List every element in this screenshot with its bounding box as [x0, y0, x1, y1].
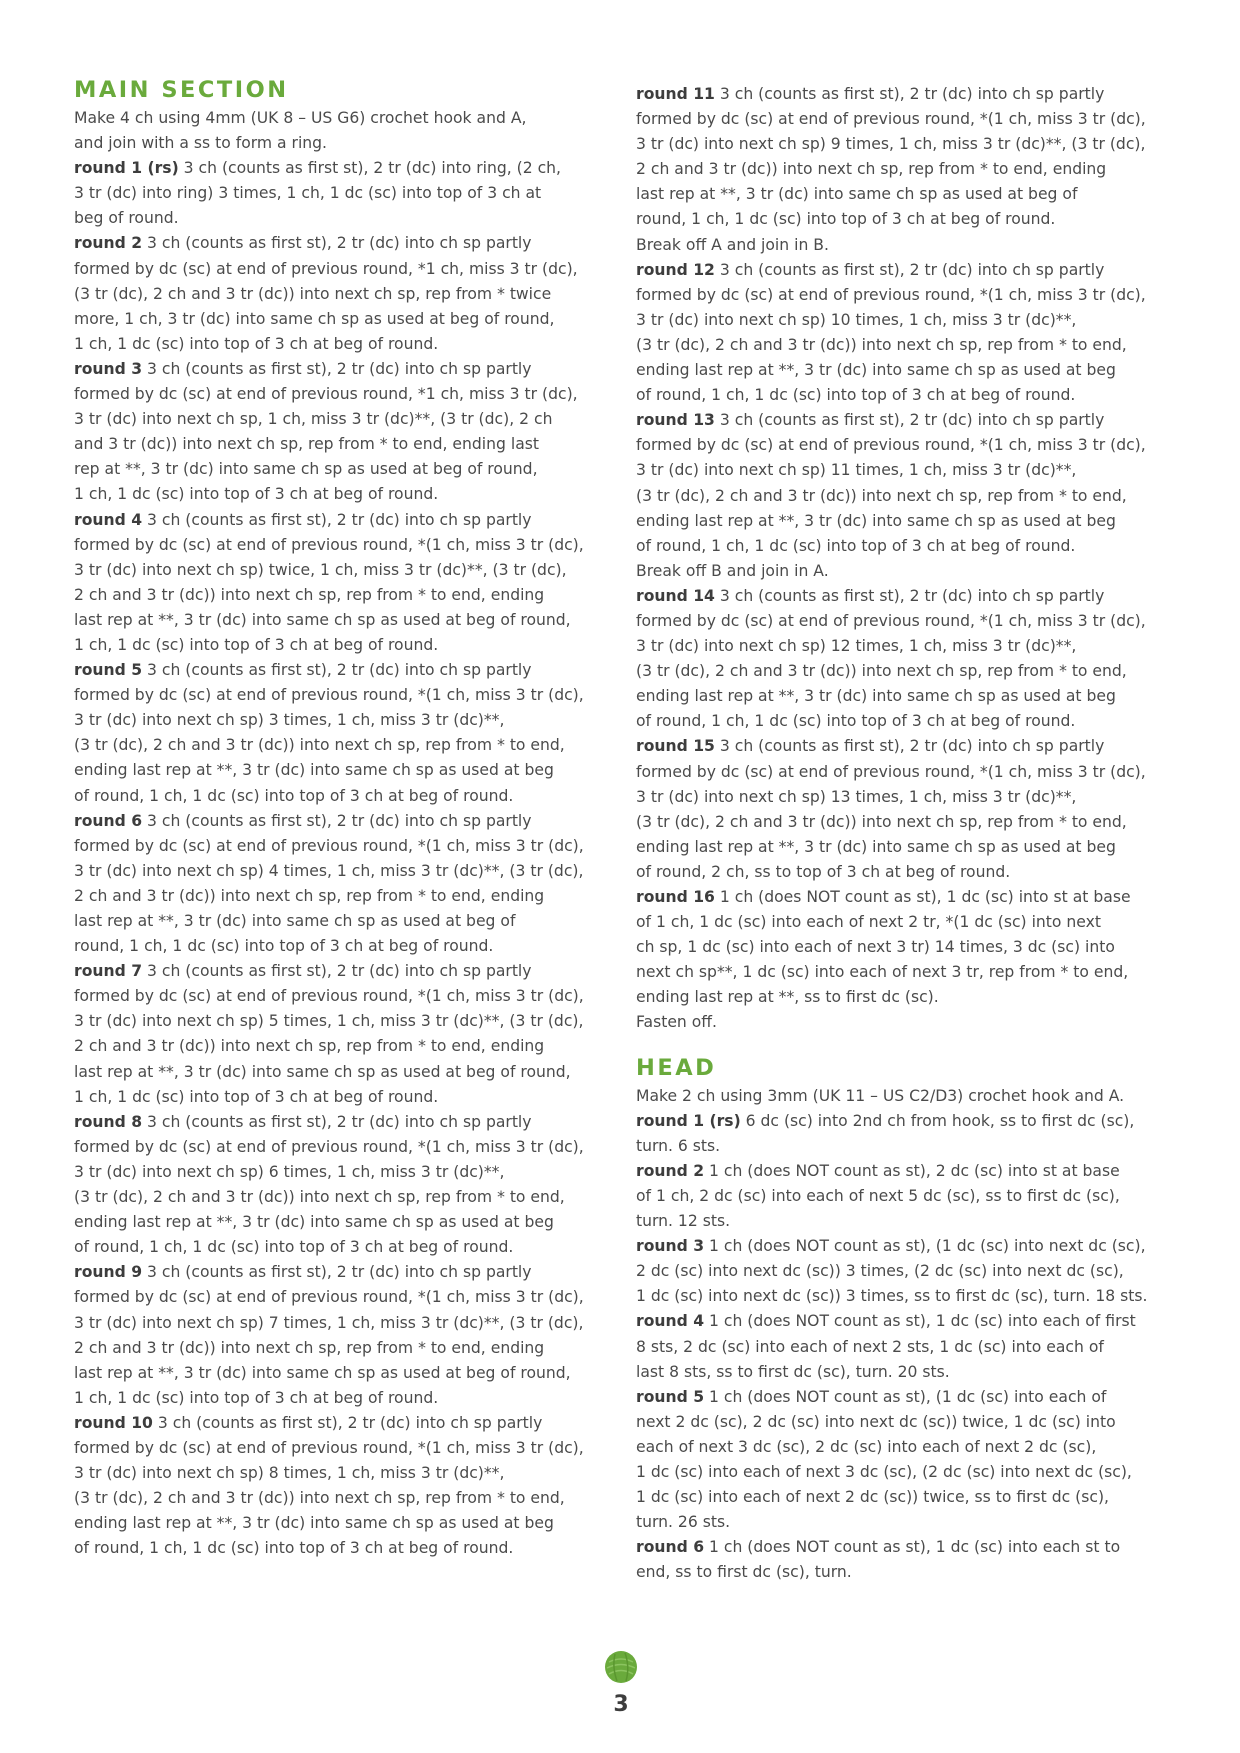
instruction-round-1-rs	[636, 1109, 1180, 1159]
instruction-line	[74, 733, 618, 758]
instruction-line	[636, 1309, 1180, 1334]
instruction-text: formed by dc (sc) at end of previous round, *(1 ch, miss 3 tr (dc),	[74, 686, 584, 705]
instruction-text: and join with a ss to form a ring.	[74, 134, 328, 153]
instruction-text: 3 ch (counts as first st), 2 tr (dc) into ch sp partly	[142, 510, 532, 529]
instruction-text: of round, 1 ch, 1 dc (sc) into top of 3 ch at beg of round.	[74, 786, 514, 805]
round-label: round 5	[74, 661, 143, 680]
instruction-line	[636, 1560, 1180, 1585]
round-label: round 7	[74, 962, 143, 981]
instruction-line	[636, 1084, 1180, 1109]
instruction-text: beg of round.	[74, 209, 179, 228]
instruction-intro	[74, 106, 618, 156]
instruction-round-6	[74, 809, 618, 960]
instruction-round-3	[74, 357, 618, 508]
instruction-line	[636, 985, 1180, 1010]
instruction-text: (3 tr (dc), 2 ch and 3 tr (dc)) into next ch sp, rep from * to end,	[74, 736, 565, 755]
instruction-text: 3 ch (counts as first st), 2 tr (dc) into ch sp partly	[714, 737, 1105, 756]
instruction-round-5	[636, 1385, 1180, 1536]
instruction-text: ch sp, 1 dc (sc) into each of next 3 tr) 14 times, 3 dc (sc) into	[636, 938, 1115, 957]
instruction-line	[636, 785, 1180, 810]
round-label: round 13	[636, 411, 715, 430]
instruction-text: ending last rep at **, 3 tr (dc) into same ch sp as used at beg	[636, 837, 1116, 856]
instruction-text: 1 ch (does NOT count as st), 1 dc (sc) into st at base	[714, 888, 1131, 906]
instruction-line	[636, 1335, 1180, 1360]
instruction-line	[74, 1361, 618, 1386]
instruction-line	[74, 508, 618, 533]
instruction-line	[636, 1510, 1180, 1535]
instruction-line	[636, 1259, 1180, 1284]
instruction-text: 3 ch (counts as first st), 2 tr (dc) into ch sp partly	[142, 1112, 532, 1131]
instruction-text: of 1 ch, 1 dc (sc) into each of next 2 tr, *(1 dc (sc) into next	[636, 913, 1101, 932]
instruction-text: 3 ch (counts as first st), 2 tr (dc) into ch sp partly	[714, 85, 1105, 103]
instruction-line	[74, 1160, 618, 1185]
instruction-text: of round, 1 ch, 1 dc (sc) into top of 3 ch at beg of round.	[636, 386, 1076, 405]
instruction-line	[636, 1134, 1180, 1159]
instruction-text: next 2 dc (sc), 2 dc (sc) into next dc (sc)) twice, 1 dc (sc) into	[636, 1412, 1116, 1431]
instruction-text: Break off B and join in A.	[636, 561, 829, 580]
instruction-line	[636, 107, 1180, 132]
instruction-text: 3 ch (counts as first st), 2 tr (dc) into ch sp partly	[714, 586, 1105, 605]
instruction-text: turn. 26 sts.	[636, 1513, 731, 1532]
instruction-line	[636, 835, 1180, 860]
instruction-text: of 1 ch, 2 dc (sc) into each of next 5 dc (sc), ss to first dc (sc),	[636, 1186, 1120, 1205]
instruction-text: ending last rep at **, 3 tr (dc) into same ch sp as used at beg	[636, 361, 1116, 380]
instruction-intro	[636, 1084, 1180, 1109]
instruction-line	[636, 709, 1180, 734]
instruction-text: ending last rep at **, 3 tr (dc) into same ch sp as used at beg	[74, 761, 554, 780]
instruction-text: formed by dc (sc) at end of previous round, *(1 ch, miss 3 tr (dc),	[74, 535, 584, 554]
instruction-text: 3 ch (counts as first st), 2 tr (dc) into ring, (2 ch,	[178, 159, 562, 178]
instruction-text: 3 ch (counts as first st), 2 tr (dc) into ch sp partly	[142, 962, 532, 981]
instruction-text: 8 sts, 2 dc (sc) into each of next 2 sts, 1 dc (sc) into each of	[636, 1337, 1104, 1356]
instruction-text: 1 ch, 1 dc (sc) into top of 3 ch at beg of round.	[74, 485, 439, 504]
instruction-line	[74, 156, 618, 181]
instruction-line	[74, 633, 618, 658]
instruction-line	[74, 1486, 618, 1511]
instruction-line	[74, 1034, 618, 1059]
instruction-text: ending last rep at **, 3 tr (dc) into same ch sp as used at beg	[636, 687, 1116, 706]
instruction-line	[74, 1386, 618, 1411]
head-section-heading: HEAD	[636, 1054, 717, 1081]
instruction-line	[74, 1060, 618, 1085]
instruction-line	[74, 1235, 618, 1260]
instruction-text: 3 ch (counts as first st), 2 tr (dc) into ch sp partly	[714, 411, 1105, 430]
instruction-text: last rep at **, 3 tr (dc) into same ch sp as used at beg of round,	[74, 610, 571, 629]
instruction-text: 3 tr (dc) into next ch sp) 12 times, 1 ch, miss 3 tr (dc)**,	[636, 637, 1077, 656]
instruction-text: 3 ch (counts as first st), 2 tr (dc) into ch sp partly	[142, 1263, 532, 1282]
instruction-round-3	[636, 1234, 1180, 1309]
instruction-text: formed by dc (sc) at end of previous round, *(1 ch, miss 3 tr (dc),	[74, 836, 584, 855]
instruction-text: (3 tr (dc), 2 ch and 3 tr (dc)) into next ch sp, rep from * to end,	[636, 812, 1127, 831]
instruction-line	[74, 558, 618, 583]
instruction-line	[636, 760, 1180, 785]
instruction-line	[636, 383, 1180, 408]
instruction-text: 3 ch (counts as first st), 2 tr (dc) into ch sp partly	[152, 1413, 543, 1432]
instruction-text: formed by dc (sc) at end of previous round, *(1 ch, miss 3 tr (dc),	[636, 436, 1146, 455]
instruction-line	[74, 1135, 618, 1160]
instruction-text: 1 dc (sc) into each of next 3 dc (sc), (2 dc (sc) into next dc (sc),	[636, 1462, 1132, 1481]
instruction-text: last rep at **, 3 tr (dc) into same ch sp as used at beg of round,	[74, 1363, 571, 1382]
instruction-text: 1 dc (sc) into next dc (sc)) 3 times, ss to first dc (sc), turn. 18 sts.	[636, 1287, 1148, 1306]
instruction-line	[74, 407, 618, 432]
main-section-body	[74, 106, 618, 1561]
instruction-text: turn. 6 sts.	[636, 1136, 721, 1155]
instruction-line	[636, 559, 1180, 584]
instruction-line	[636, 659, 1180, 684]
instruction-line	[636, 1485, 1180, 1510]
instruction-text: 3 tr (dc) into next ch sp) twice, 1 ch, miss 3 tr (dc)**, (3 tr (dc),	[74, 560, 567, 579]
instruction-text: round, 1 ch, 1 dc (sc) into top of 3 ch at beg of round.	[636, 210, 1056, 229]
instruction-line	[74, 332, 618, 357]
round-label: round 11	[636, 85, 715, 103]
instruction-text: last rep at **, 3 tr (dc) into same ch sp as used at beg of	[74, 912, 516, 930]
instruction-line	[636, 82, 1180, 107]
instruction-line	[74, 708, 618, 733]
instruction-round-8	[74, 1110, 618, 1261]
instruction-text: (3 tr (dc), 2 ch and 3 tr (dc)) into next ch sp, rep from * to end,	[636, 662, 1127, 681]
instruction-line	[74, 809, 618, 834]
instruction-round-9	[74, 1260, 618, 1411]
round-label: round 2	[636, 1161, 705, 1180]
instruction-text: 3 tr (dc) into next ch sp, 1 ch, miss 3 tr (dc)**, (3 tr (dc), 2 ch	[74, 410, 553, 429]
instruction-line	[636, 1360, 1180, 1385]
instruction-line	[74, 357, 618, 382]
instruction-line	[74, 181, 618, 206]
instruction-line	[74, 1311, 618, 1336]
instruction-text: (3 tr (dc), 2 ch and 3 tr (dc)) into next ch sp, rep from * to end,	[74, 1489, 565, 1508]
instruction-line	[74, 131, 618, 156]
instruction-text: 2 ch and 3 tr (dc)) into next ch sp, rep from * to end, ending	[74, 585, 545, 604]
instruction-line	[636, 408, 1180, 433]
instruction-line	[636, 484, 1180, 509]
main-section-body-continued	[636, 82, 1180, 1036]
instruction-round-6	[636, 1535, 1180, 1585]
instruction-text: 3 tr (dc) into next ch sp) 5 times, 1 ch, miss 3 tr (dc)**, (3 tr (dc),	[74, 1012, 584, 1031]
yarn-ball-icon	[604, 1650, 638, 1684]
instruction-text: Break off A and join in B.	[636, 235, 829, 254]
instruction-text: Make 2 ch using 3mm (UK 11 – US C2/D3) crochet hook and A.	[636, 1086, 1125, 1105]
instruction-line	[74, 1461, 618, 1486]
instruction-line	[74, 231, 618, 256]
instruction-text: 3 tr (dc) into next ch sp) 13 times, 1 ch, miss 3 tr (dc)**,	[636, 787, 1077, 806]
round-label: round 6	[74, 811, 143, 830]
instruction-text: ending last rep at **, ss to first dc (sc).	[636, 988, 939, 1007]
right-column	[636, 82, 1180, 1585]
instruction-text: (3 tr (dc), 2 ch and 3 tr (dc)) into next ch sp, rep from * to end,	[74, 1188, 565, 1207]
instruction-line	[74, 1285, 618, 1310]
instruction-text: ending last rep at **, 3 tr (dc) into same ch sp as used at beg	[74, 1514, 554, 1533]
instruction-line	[636, 509, 1180, 534]
left-column	[74, 76, 618, 1561]
instruction-text: of round, 1 ch, 1 dc (sc) into top of 3 ch at beg of round.	[74, 1539, 514, 1558]
instruction-round-5	[74, 658, 618, 809]
instruction-round-7	[74, 959, 618, 1110]
instruction-line	[74, 432, 618, 457]
instruction-text: (3 tr (dc), 2 ch and 3 tr (dc)) into next ch sp, rep from * to end,	[636, 335, 1127, 354]
round-label: round 16	[636, 888, 715, 906]
instruction-text: each of next 3 dc (sc), 2 dc (sc) into each of next 2 dc (sc),	[636, 1437, 1097, 1456]
instruction-text: 2 ch and 3 tr (dc)) into next ch sp, rep from * to end, ending	[74, 1037, 545, 1056]
instruction-line	[636, 910, 1180, 935]
instruction-text: formed by dc (sc) at end of previous round, *(1 ch, miss 3 tr (dc),	[74, 1288, 584, 1307]
instruction-text: 1 ch (does NOT count as st), 2 dc (sc) into st at base	[704, 1161, 1120, 1180]
instruction-line	[636, 1535, 1180, 1560]
instruction-round-1-rs	[74, 156, 618, 231]
instruction-line	[74, 533, 618, 558]
instruction-line	[74, 658, 618, 683]
instruction-line	[74, 884, 618, 909]
instruction-text: rep at **, 3 tr (dc) into same ch sp as used at beg of round,	[74, 460, 538, 479]
round-label: round 8	[74, 1112, 143, 1131]
instruction-text: 3 tr (dc) into ring) 3 times, 1 ch, 1 dc (sc) into top of 3 ch at	[74, 184, 542, 203]
instruction-line	[636, 233, 1180, 258]
round-label: round 2	[74, 234, 143, 253]
instruction-line	[74, 583, 618, 608]
instruction-round-4	[636, 1309, 1180, 1384]
instruction-text: formed by dc (sc) at end of previous round, *(1 ch, miss 3 tr (dc),	[636, 285, 1146, 304]
round-label: round 6	[636, 1538, 705, 1557]
instruction-text: 1 ch, 1 dc (sc) into top of 3 ch at beg of round.	[74, 1087, 439, 1106]
instruction-text: Make 4 ch using 4mm (UK 8 – US G6) crochet hook and A,	[74, 109, 527, 127]
instruction-round-2	[74, 231, 618, 356]
instruction-text: formed by dc (sc) at end of previous round, *1 ch, miss 3 tr (dc),	[74, 385, 578, 404]
round-label: round 1 (rs)	[636, 1111, 741, 1130]
instruction-line	[636, 1385, 1180, 1410]
instruction-line	[74, 206, 618, 231]
instruction-text: formed by dc (sc) at end of previous round, *(1 ch, miss 3 tr (dc),	[74, 987, 584, 1006]
instruction-text: next ch sp**, 1 dc (sc) into each of next 3 tr, rep from * to end,	[636, 963, 1129, 982]
round-label: round 14	[636, 586, 715, 605]
instruction-line	[636, 333, 1180, 358]
instruction-line	[636, 258, 1180, 283]
instruction-text: 6 dc (sc) into 2nd ch from hook, ss to first dc (sc),	[740, 1111, 1135, 1130]
instruction-line	[636, 584, 1180, 609]
instruction-line	[74, 934, 618, 959]
instruction-text: 1 ch (does NOT count as st), 1 dc (sc) into each st to	[704, 1538, 1121, 1557]
instruction-line	[74, 1260, 618, 1285]
instruction-text: 3 tr (dc) into next ch sp) 10 times, 1 ch, miss 3 tr (dc)**,	[636, 310, 1077, 329]
instruction-text: formed by dc (sc) at end of previous round, *(1 ch, miss 3 tr (dc),	[636, 762, 1146, 781]
instruction-line	[74, 1009, 618, 1034]
instruction-round-12	[636, 258, 1180, 409]
instruction-round-16	[636, 885, 1180, 1036]
instruction-text: 2 ch and 3 tr (dc)) into next ch sp, rep from * to end, ending	[74, 886, 545, 905]
round-label: round 1 (rs)	[74, 159, 179, 178]
instruction-line	[74, 1336, 618, 1361]
instruction-text: 1 ch (does NOT count as st), (1 dc (sc) into next dc (sc),	[704, 1237, 1146, 1256]
round-label: round 3	[636, 1237, 705, 1256]
instruction-line	[636, 358, 1180, 383]
instruction-text: formed by dc (sc) at end of previous round, *(1 ch, miss 3 tr (dc),	[636, 611, 1146, 630]
instruction-text: 3 ch (counts as first st), 2 tr (dc) into ch sp partly	[714, 260, 1105, 279]
instruction-text: of round, 1 ch, 1 dc (sc) into top of 3 ch at beg of round.	[74, 1238, 514, 1257]
instruction-line	[636, 810, 1180, 835]
instruction-line	[636, 960, 1180, 985]
instruction-line	[74, 1511, 618, 1536]
instruction-line	[636, 1410, 1180, 1435]
instruction-line	[74, 1185, 618, 1210]
instruction-round-2	[636, 1159, 1180, 1234]
instruction-text: of round, 1 ch, 1 dc (sc) into top of 3 ch at beg of round.	[636, 536, 1076, 555]
instruction-text: more, 1 ch, 3 tr (dc) into same ch sp as used at beg of round,	[74, 309, 555, 328]
instruction-text: 3 ch (counts as first st), 2 tr (dc) into ch sp partly	[142, 811, 532, 830]
instruction-line	[74, 1210, 618, 1235]
instruction-line	[74, 909, 618, 934]
instruction-line	[636, 308, 1180, 333]
instruction-text: formed by dc (sc) at end of previous round, *(1 ch, miss 3 tr (dc),	[636, 110, 1146, 129]
instruction-text: 1 ch (does NOT count as st), (1 dc (sc) into each of	[704, 1387, 1107, 1406]
instruction-text: 3 ch (counts as first st), 2 tr (dc) into ch sp partly	[142, 234, 532, 253]
round-label: round 4	[636, 1312, 705, 1331]
instruction-line	[636, 734, 1180, 759]
instruction-line	[74, 382, 618, 407]
instruction-line	[636, 935, 1180, 960]
instruction-text: formed by dc (sc) at end of previous round, *(1 ch, miss 3 tr (dc),	[74, 1438, 584, 1457]
instruction-line	[74, 683, 618, 708]
instruction-text: formed by dc (sc) at end of previous round, *1 ch, miss 3 tr (dc),	[74, 259, 578, 278]
instruction-text: 3 tr (dc) into next ch sp) 9 times, 1 ch, miss 3 tr (dc)**, (3 tr (dc),	[636, 135, 1146, 154]
instruction-line	[636, 1284, 1180, 1309]
instruction-line	[74, 859, 618, 884]
instruction-line	[636, 885, 1180, 910]
instruction-line	[636, 1109, 1180, 1134]
instruction-line	[74, 1085, 618, 1110]
instruction-line	[636, 182, 1180, 207]
instruction-text: ending last rep at **, 3 tr (dc) into same ch sp as used at beg	[74, 1213, 554, 1232]
instruction-text: 3 tr (dc) into next ch sp) 4 times, 1 ch, miss 3 tr (dc)**, (3 tr (dc),	[74, 861, 584, 880]
instruction-text: last 8 sts, ss to first dc (sc), turn. 20 sts.	[636, 1362, 950, 1381]
head-section-body	[636, 1084, 1180, 1586]
instruction-text: formed by dc (sc) at end of previous round, *(1 ch, miss 3 tr (dc),	[74, 1137, 584, 1156]
instruction-line	[74, 608, 618, 633]
instruction-line	[636, 534, 1180, 559]
instruction-line	[74, 834, 618, 859]
instruction-text: 2 dc (sc) into next dc (sc)) 3 times, (2 dc (sc) into next dc (sc),	[636, 1262, 1124, 1281]
instruction-line	[74, 482, 618, 507]
instruction-line	[74, 257, 618, 282]
instruction-line	[636, 1209, 1180, 1234]
instruction-line	[636, 1460, 1180, 1485]
instruction-round-15	[636, 734, 1180, 885]
instruction-line	[74, 457, 618, 482]
page-number: 3	[613, 1692, 629, 1717]
instruction-line	[636, 1234, 1180, 1259]
instruction-line	[636, 1010, 1180, 1035]
instruction-text: 3 tr (dc) into next ch sp) 11 times, 1 ch, miss 3 tr (dc)**,	[636, 461, 1077, 480]
instruction-text: (3 tr (dc), 2 ch and 3 tr (dc)) into next ch sp, rep from * twice	[74, 284, 552, 303]
instruction-text: 3 tr (dc) into next ch sp) 6 times, 1 ch, miss 3 tr (dc)**,	[74, 1162, 505, 1181]
instruction-line	[74, 282, 618, 307]
instruction-round-13	[636, 408, 1180, 584]
round-label: round 9	[74, 1263, 143, 1282]
instruction-text: 3 tr (dc) into next ch sp) 3 times, 1 ch, miss 3 tr (dc)**,	[74, 711, 505, 730]
instruction-line	[74, 959, 618, 984]
instruction-text: 3 tr (dc) into next ch sp) 7 times, 1 ch, miss 3 tr (dc)**, (3 tr (dc),	[74, 1313, 584, 1332]
instruction-line	[636, 634, 1180, 659]
instruction-text: turn. 12 sts.	[636, 1212, 731, 1231]
instruction-text: 3 ch (counts as first st), 2 tr (dc) into ch sp partly	[142, 359, 532, 378]
instruction-line	[636, 132, 1180, 157]
round-label: round 10	[74, 1413, 153, 1432]
round-label: round 12	[636, 260, 715, 279]
instruction-text: (3 tr (dc), 2 ch and 3 tr (dc)) into next ch sp, rep from * to end,	[636, 486, 1127, 505]
instruction-text: 1 ch, 1 dc (sc) into top of 3 ch at beg of round.	[74, 635, 439, 654]
round-label: round 5	[636, 1387, 705, 1406]
instruction-line	[636, 157, 1180, 182]
instruction-text: 3 tr (dc) into next ch sp) 8 times, 1 ch, miss 3 tr (dc)**,	[74, 1464, 505, 1483]
instruction-line	[636, 860, 1180, 885]
instruction-round-10	[74, 1411, 618, 1562]
instruction-text: 2 ch and 3 tr (dc)) into next ch sp, rep from * to end, ending	[74, 1338, 545, 1357]
instruction-line	[74, 758, 618, 783]
instruction-text: and 3 tr (dc)) into next ch sp, rep from * to end, ending last	[74, 435, 540, 454]
instruction-round-4	[74, 508, 618, 659]
instruction-line	[636, 1184, 1180, 1209]
instruction-text: of round, 1 ch, 1 dc (sc) into top of 3 ch at beg of round.	[636, 712, 1076, 731]
instruction-text: 1 ch, 1 dc (sc) into top of 3 ch at beg of round.	[74, 334, 439, 353]
instruction-line	[74, 784, 618, 809]
instruction-text: ending last rep at **, 3 tr (dc) into same ch sp as used at beg	[636, 511, 1116, 530]
instruction-line	[74, 1436, 618, 1461]
instruction-line	[636, 609, 1180, 634]
instruction-line	[74, 106, 618, 131]
instruction-text: last rep at **, 3 tr (dc) into same ch sp as used at beg of	[636, 185, 1078, 204]
instruction-line	[636, 433, 1180, 458]
instruction-line	[636, 458, 1180, 483]
round-label: round 3	[74, 359, 143, 378]
instruction-text: 3 ch (counts as first st), 2 tr (dc) into ch sp partly	[142, 661, 532, 680]
instruction-line	[74, 1536, 618, 1561]
main-section-heading: MAIN SECTION	[74, 77, 289, 103]
instruction-round-11	[636, 82, 1180, 258]
round-label: round 4	[74, 510, 143, 529]
instruction-text: 1 ch (does NOT count as st), 1 dc (sc) into each of first	[704, 1312, 1136, 1331]
instruction-line	[74, 984, 618, 1009]
instruction-text: end, ss to first dc (sc), turn.	[636, 1563, 852, 1582]
instruction-text: round, 1 ch, 1 dc (sc) into top of 3 ch at beg of round.	[74, 937, 494, 956]
instruction-round-14	[636, 584, 1180, 735]
round-label: round 15	[636, 737, 715, 756]
instruction-text: 1 ch, 1 dc (sc) into top of 3 ch at beg of round.	[74, 1388, 439, 1407]
instruction-line	[636, 1159, 1180, 1184]
instruction-text: 1 dc (sc) into each of next 2 dc (sc)) twice, ss to first dc (sc),	[636, 1488, 1109, 1507]
instruction-line	[636, 283, 1180, 308]
instruction-text: Fasten off.	[636, 1013, 718, 1032]
instruction-text: 2 ch and 3 tr (dc)) into next ch sp, rep from * to end, ending	[636, 160, 1107, 179]
instruction-text: of round, 2 ch, ss to top of 3 ch at beg of round.	[636, 862, 1011, 881]
instruction-line	[74, 307, 618, 332]
instruction-line	[636, 207, 1180, 232]
instruction-line	[636, 1435, 1180, 1460]
instruction-line	[74, 1411, 618, 1436]
instruction-line	[636, 684, 1180, 709]
instruction-line	[74, 1110, 618, 1135]
instruction-text: last rep at **, 3 tr (dc) into same ch sp as used at beg of round,	[74, 1062, 571, 1081]
